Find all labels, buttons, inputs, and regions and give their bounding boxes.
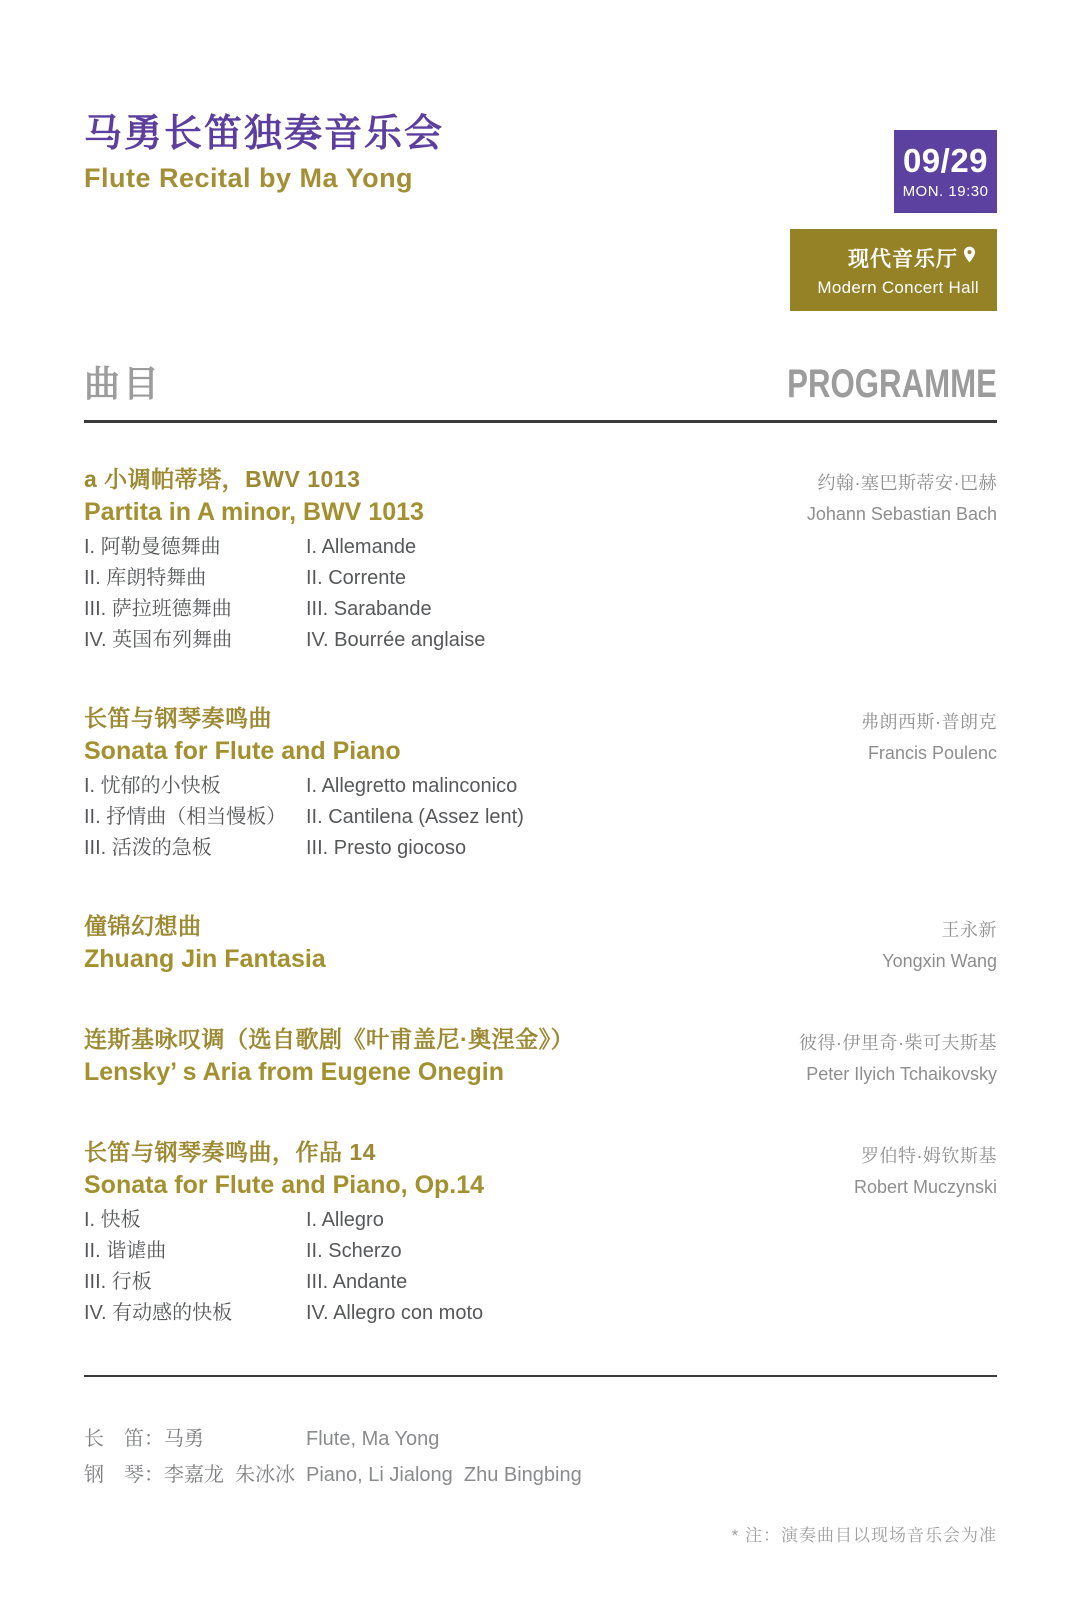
movement-row <box>84 625 485 656</box>
movement-zh: I. 阿勒曼德舞曲 <box>84 536 221 558</box>
movement-zh: III. 活泼的急板 <box>84 837 212 859</box>
movement-en: III. Presto giocoso <box>306 837 467 859</box>
composer-en: Robert Muczynski <box>853 1177 997 1197</box>
movement-en: I. Allemande <box>306 536 417 558</box>
movement-list <box>84 1205 484 1329</box>
programme-section-lensky-aria <box>84 1023 997 1090</box>
programme-label-en: PROGRAMME <box>787 362 997 406</box>
movement-row <box>84 1267 484 1298</box>
poster-title-zh: 马勇长笛独奏音乐会 <box>84 113 445 155</box>
composer-block <box>799 1023 997 1090</box>
programme-label-zh: 曲目 <box>84 363 163 404</box>
performer-en: Piano, Li Jialong Zhu Bingbing <box>306 1464 582 1486</box>
piece-main <box>84 1023 574 1089</box>
movement-en: II. Cantilena (Assez lent) <box>306 806 524 828</box>
header-corner-boxes <box>790 130 997 311</box>
date-box <box>894 130 997 213</box>
piece-title-en: Lensky’ s Aria from Eugene Onegin <box>84 1058 505 1086</box>
piece-title-en: Zhuang Jin Fantasia <box>84 945 326 973</box>
venue-name-zh-text: 现代音乐厅 <box>848 247 958 271</box>
movement-en: IV. Allegro con moto <box>306 1302 484 1324</box>
programme-header <box>84 356 997 407</box>
programme-sections <box>84 463 997 1329</box>
piece-main <box>84 1136 484 1329</box>
composer-block <box>807 463 997 530</box>
movement-row <box>84 594 485 625</box>
movement-row <box>84 771 524 802</box>
movement-list <box>84 771 524 864</box>
performer-row-piano <box>84 1457 997 1493</box>
poster-content <box>0 356 1080 1546</box>
movement-list <box>84 532 485 656</box>
movement-row <box>84 563 485 594</box>
movement-zh: IV. 英国布列舞曲 <box>84 629 233 651</box>
footnote: * 注：演奏曲目以现场音乐会为准 <box>731 1526 997 1545</box>
piece-title-en: Sonata for Flute and Piano, Op.14 <box>84 1171 485 1199</box>
piece-title-zh: 长笛与钢琴奏鸣曲 <box>84 705 272 731</box>
programme-section-poulenc-sonata <box>84 702 997 864</box>
programme-section-muczynski-sonata <box>84 1136 997 1329</box>
event-date: 09/29 <box>902 141 989 179</box>
programme-section-partita <box>84 463 997 656</box>
movement-row <box>84 1205 484 1236</box>
movement-row <box>84 532 485 563</box>
movement-zh: II. 抒情曲（相当慢板） <box>84 806 287 828</box>
performer-row-flute <box>84 1421 997 1457</box>
movement-zh: III. 行板 <box>84 1271 152 1293</box>
movement-en: III. Sarabande <box>306 598 432 620</box>
performer-en: Flute, Ma Yong <box>306 1428 440 1450</box>
movement-zh: II. 库朗特舞曲 <box>84 567 207 589</box>
movement-zh: II. 谐谑曲 <box>84 1240 167 1262</box>
movement-zh: III. 萨拉班德舞曲 <box>84 598 232 620</box>
title-block <box>84 112 444 194</box>
poster-header <box>0 0 1080 310</box>
composer-block <box>861 702 997 769</box>
movement-row <box>84 833 524 864</box>
movement-en: III. Andante <box>306 1271 408 1293</box>
movement-zh: I. 快板 <box>84 1209 141 1231</box>
divider-top <box>84 420 997 423</box>
composer-zh: 约翰·塞巴斯蒂安·巴赫 <box>817 473 997 493</box>
piece-title-zh: 长笛与钢琴奏鸣曲，作品 14 <box>84 1139 376 1165</box>
movement-row <box>84 1298 484 1329</box>
movement-en: II. Corrente <box>306 567 407 589</box>
movement-en: I. Allegro <box>306 1209 384 1231</box>
event-datetime: MON. 19:30 <box>902 182 989 200</box>
movement-zh: IV. 有动感的快板 <box>84 1302 233 1324</box>
composer-en: Peter Ilyich Tchaikovsky <box>806 1064 997 1084</box>
performer-zh: 钢 琴：李嘉龙 朱冰冰 <box>84 1464 296 1486</box>
composer-block <box>882 910 997 977</box>
piece-main <box>84 463 485 656</box>
performer-zh: 长 笛：马勇 <box>84 1428 204 1450</box>
piece-title-zh: 僮锦幻想曲 <box>84 913 202 939</box>
movement-row <box>84 802 524 833</box>
composer-en: Johann Sebastian Bach <box>806 504 997 524</box>
movement-en: I. Allegretto malinconico <box>306 775 518 797</box>
movement-row <box>84 1236 484 1267</box>
composer-zh: 王永新 <box>941 920 997 940</box>
composer-block <box>854 1136 997 1203</box>
piece-main <box>84 702 524 864</box>
piece-title-en: Partita in A minor, BWV 1013 <box>84 498 424 526</box>
piece-main <box>84 910 326 976</box>
piece-title-zh: 连斯基咏叹调（选自歌剧《叶甫盖尼·奥涅金》） <box>84 1026 575 1052</box>
movement-en: IV. Bourrée anglaise <box>306 629 486 651</box>
programme-section-zhuangjin-fantasia <box>84 910 997 977</box>
composer-en: Francis Poulenc <box>867 743 997 763</box>
composer-zh: 彼得·伊里奇·柴可夫斯基 <box>799 1033 997 1053</box>
movement-zh: I. 忧郁的小快板 <box>84 775 221 797</box>
piece-title-zh: a 小调帕蒂塔，BWV 1013 <box>84 466 361 492</box>
venue-name-zh <box>848 243 979 273</box>
composer-en: Yongxin Wang <box>882 951 997 971</box>
performers-block <box>84 1421 997 1493</box>
piece-title-en: Sonata for Flute and Piano <box>84 737 401 765</box>
poster-title-en: Flute Recital by Ma Yong <box>84 162 414 193</box>
divider-bottom <box>84 1375 997 1377</box>
venue-box <box>790 229 997 311</box>
composer-zh: 弗朗西斯·普朗克 <box>861 712 997 732</box>
location-pin-icon <box>958 245 979 270</box>
movement-en: II. Scherzo <box>306 1240 402 1262</box>
venue-name-en: Modern Concert Hall <box>817 277 979 297</box>
composer-zh: 罗伯特·姆钦斯基 <box>861 1146 997 1166</box>
